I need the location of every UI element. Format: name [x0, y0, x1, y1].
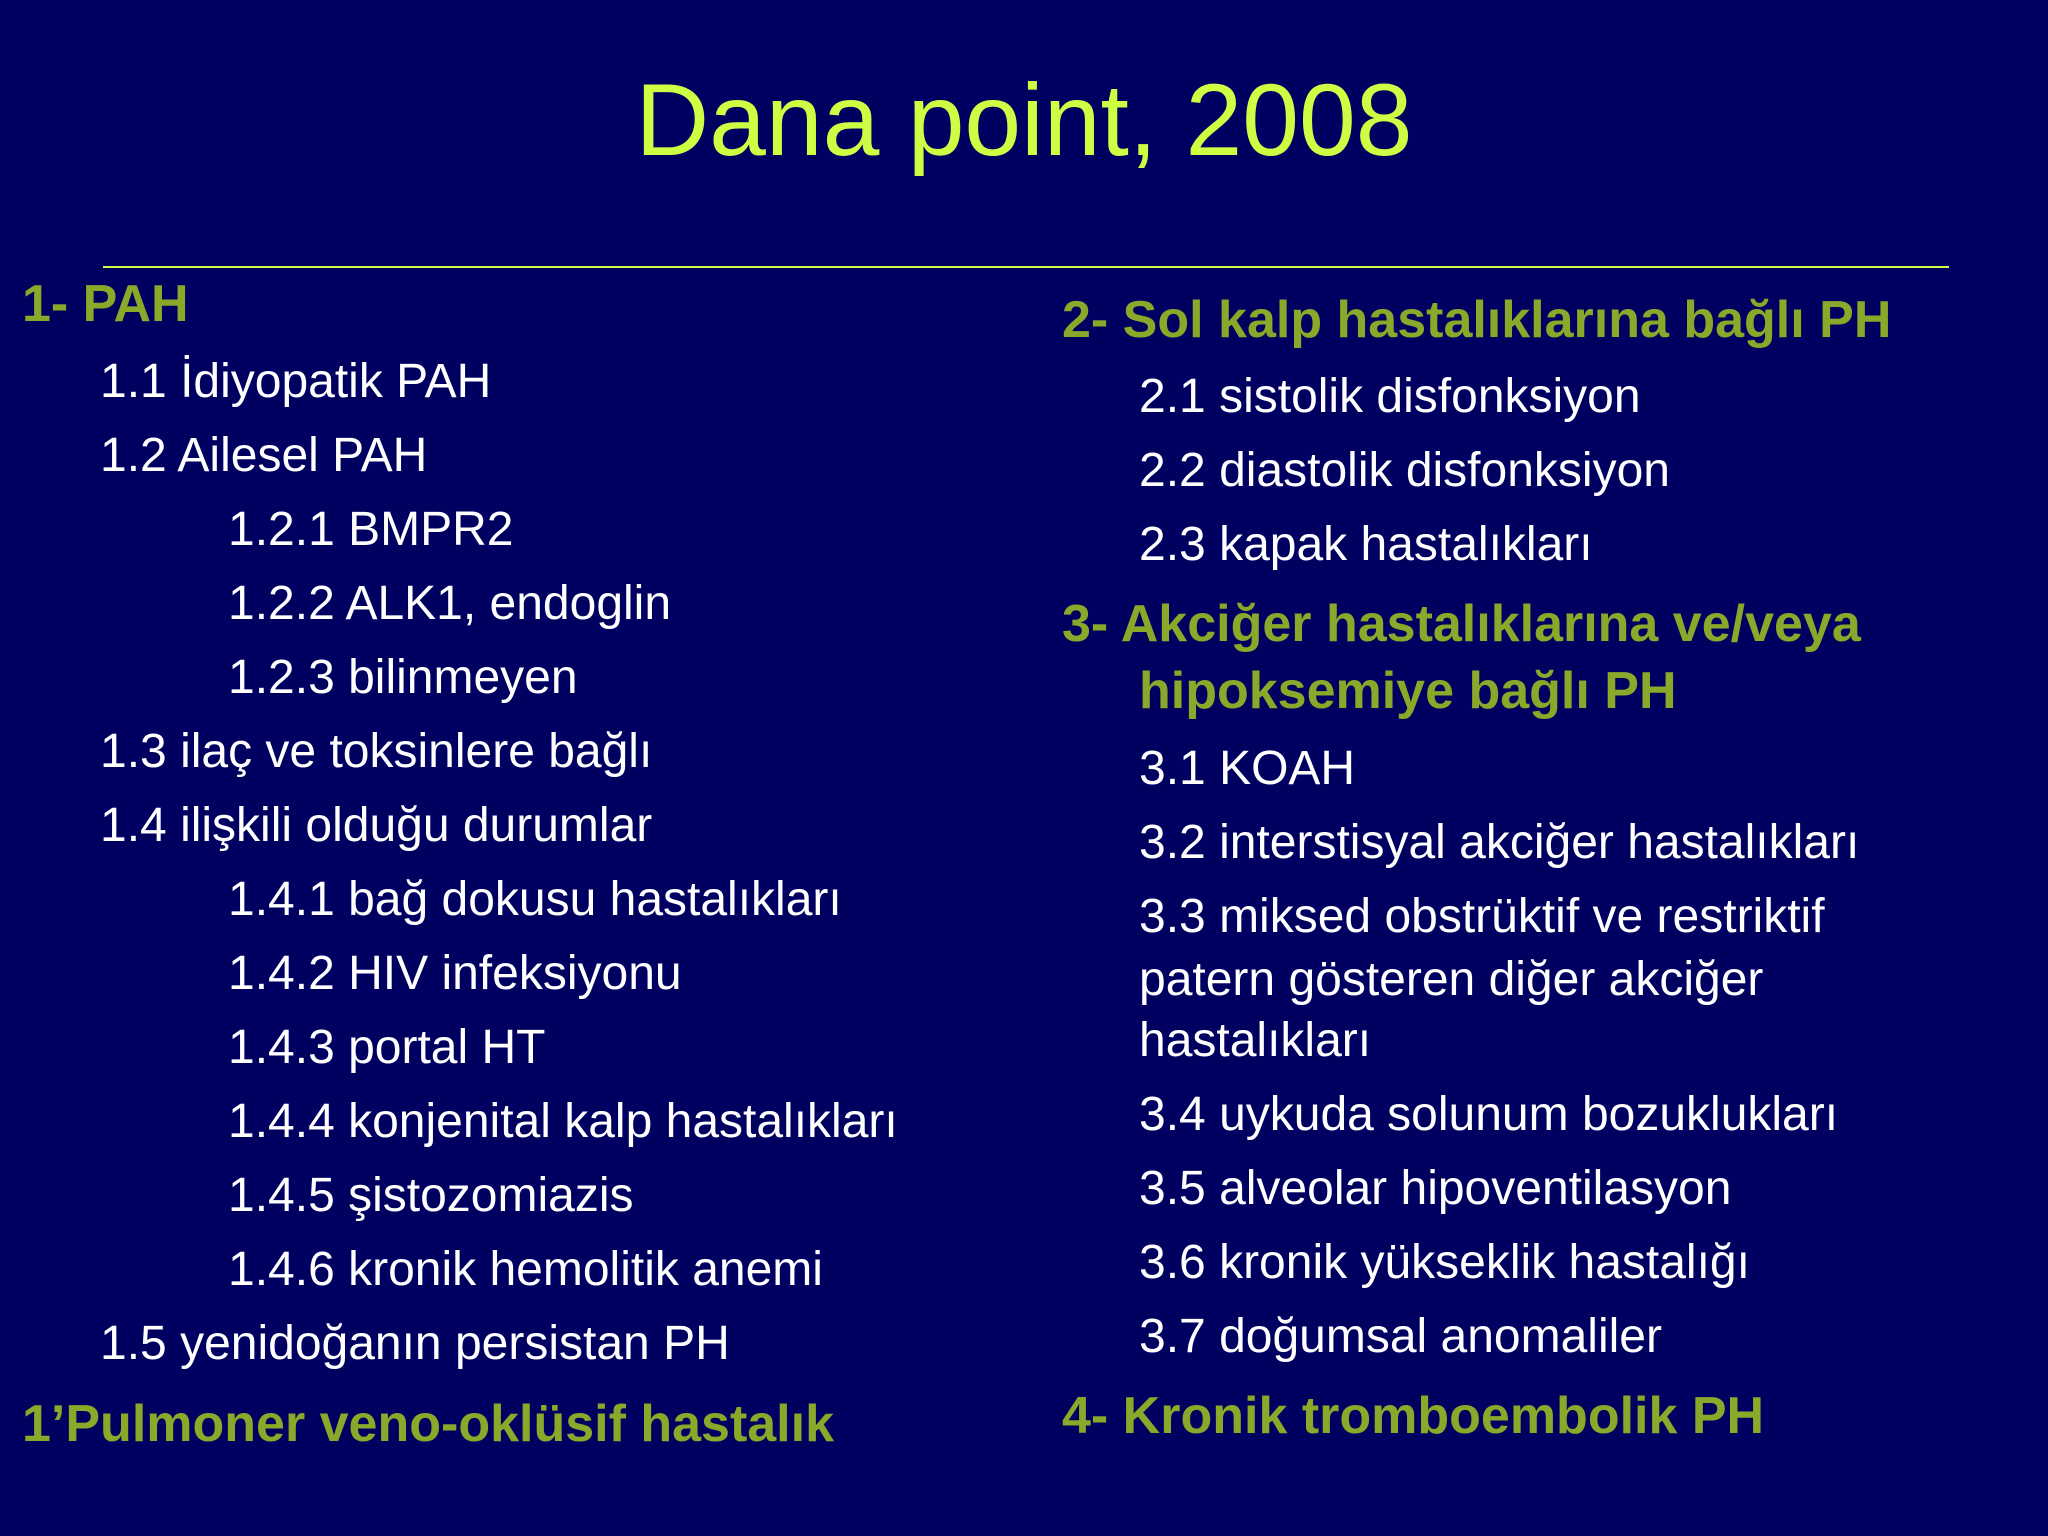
heading-cteph: 4- Kronik tromboembolik PH — [1062, 1387, 1765, 1445]
item-1-2-1: 1.2.1 BMPR2 — [228, 503, 514, 556]
item-1-4-4: 1.4.4 konjenital kalp hastalıkları — [228, 1095, 898, 1148]
item-2-1: 2.1 sistolik disfonksiyon — [1139, 370, 1641, 423]
item-1-4-6: 1.4.6 kronik hemolitik anemi — [228, 1243, 823, 1296]
item-3-3-line2: patern gösteren diğer akciğer — [1139, 953, 1764, 1006]
item-2-2: 2.2 diastolik disfonksiyon — [1139, 444, 1670, 497]
item-1-2-2: 1.2.2 ALK1, endoglin — [228, 577, 672, 630]
item-1-4-2: 1.4.2 HIV infeksiyonu — [228, 947, 682, 1000]
item-1-2: 1.2 Ailesel PAH — [100, 429, 428, 482]
heading-lung-disease-line1: 3- Akciğer hastalıklarına ve/veya — [1062, 595, 1861, 653]
item-1-4: 1.4 ilişkili olduğu durumlar — [100, 799, 653, 852]
item-3-6: 3.6 kronik yükseklik hastalığı — [1139, 1236, 1750, 1289]
item-1-4-1: 1.4.1 bağ dokusu hastalıkları — [228, 873, 842, 926]
item-3-3-line1: 3.3 miksed obstrüktif ve restriktif — [1139, 890, 1825, 943]
heading-lung-disease-line2: hipoksemiye bağlı PH — [1139, 662, 1677, 720]
item-1-2-3: 1.2.3 bilinmeyen — [228, 651, 578, 704]
slide-title: Dana point, 2008 — [635, 63, 1413, 177]
item-3-7: 3.7 doğumsal anomaliler — [1139, 1310, 1662, 1363]
item-1-5: 1.5 yenidoğanın persistan PH — [100, 1317, 730, 1370]
item-2-3: 2.3 kapak hastalıkları — [1139, 518, 1593, 571]
item-3-2: 3.2 interstisyal akciğer hastalıkları — [1139, 816, 1860, 869]
item-3-5: 3.5 alveolar hipoventilasyon — [1139, 1162, 1732, 1215]
item-1-4-5: 1.4.5 şistozomiazis — [228, 1169, 634, 1222]
title-divider — [103, 266, 1949, 268]
item-3-1: 3.1 KOAH — [1139, 742, 1356, 795]
heading-pah: 1- PAH — [22, 275, 189, 333]
item-3-3-line3: hastalıkları — [1139, 1014, 1372, 1067]
heading-pulmonary-veno-occlusive: 1’Pulmoner veno-oklüsif hastalık — [22, 1395, 834, 1453]
item-1-1: 1.1 İdiyopatik PAH — [100, 355, 492, 408]
item-3-4: 3.4 uykuda solunum bozuklukları — [1139, 1088, 1839, 1141]
item-1-3: 1.3 ilaç ve toksinlere bağlı — [100, 725, 653, 778]
heading-left-heart: 2- Sol kalp hastalıklarına bağlı PH — [1062, 291, 1892, 349]
item-1-4-3: 1.4.3 portal HT — [228, 1021, 546, 1074]
